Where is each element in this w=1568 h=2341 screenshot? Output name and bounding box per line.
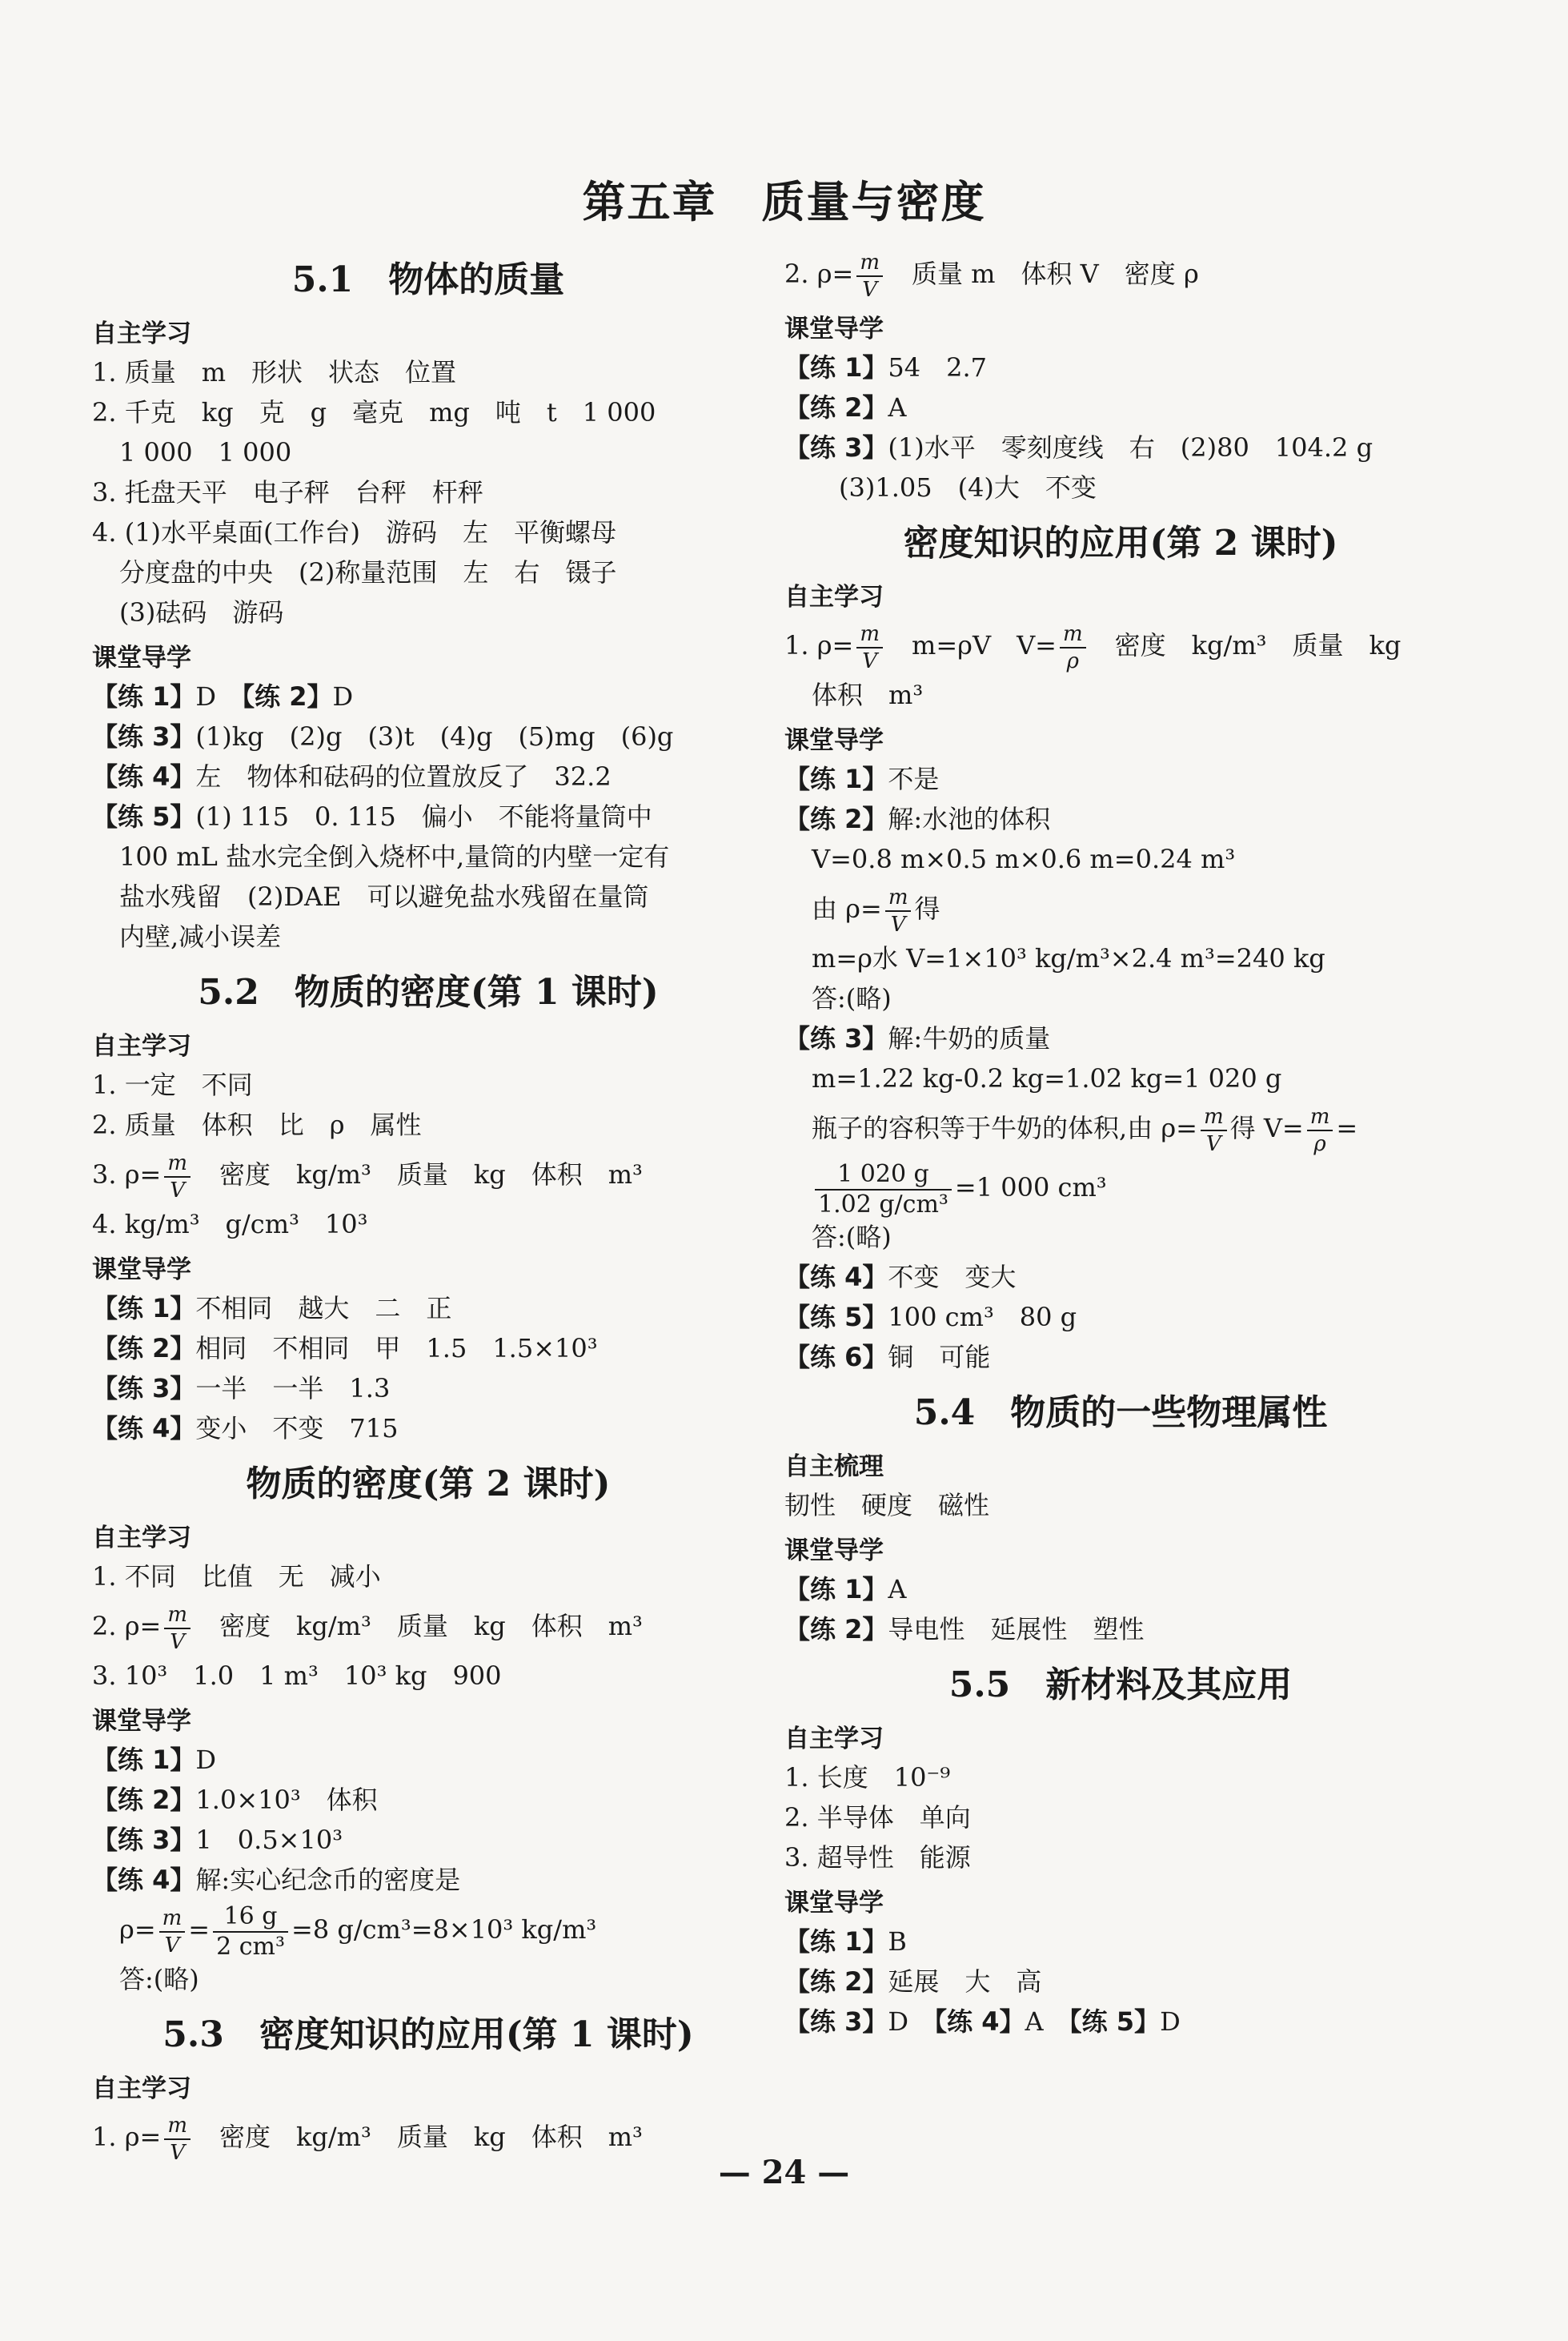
formula-suffix: =1 000 cm³ [954, 1172, 1107, 1203]
formula-prefix: 2. ρ= [784, 259, 854, 289]
denominator: V [862, 648, 878, 673]
practice-line [784, 1962, 1457, 2002]
practice-answer: 不变 变大 [888, 1262, 1017, 1292]
fraction [885, 887, 912, 935]
subheading: 自主学习 [92, 1032, 191, 1061]
practice-answer: 铜 可能 [888, 1342, 991, 1372]
answer-line: 1. 质量 m 形状 状态 位置 [92, 357, 457, 387]
practice-line [92, 677, 764, 717]
answer-line: 3. 10³ 1.0 1 m³ 10³ kg 900 [92, 1660, 502, 1691]
practice-line [784, 1257, 1457, 1297]
solution-line: m=ρ水 V=1×10³ kg/m³×2.4 m³=240 kg [812, 943, 1325, 974]
practice-label: 【练 1】 [92, 1293, 196, 1323]
practice-answer: A [888, 1574, 907, 1604]
denominator: 2 cm³ [216, 1932, 285, 1961]
numerator: m [1060, 624, 1086, 648]
practice-line [92, 797, 764, 837]
subheading: 自主学习 [92, 1524, 191, 1552]
subheading: 课堂导学 [784, 315, 884, 343]
practice-label: 【练 3】 [92, 721, 196, 752]
section-title-5-5: 5.5 新材料及其应用 [948, 1664, 1293, 1705]
practice-label: 【练 1】 [784, 352, 888, 383]
formula-prefix: ρ= [119, 1914, 156, 1945]
denominator: V [890, 912, 906, 937]
practice-line [92, 1368, 764, 1408]
answer-line: (3)1.05 (4)大 不变 [839, 472, 1097, 503]
answer-note: 答:(略) [812, 1222, 892, 1252]
fraction [856, 621, 883, 673]
practice-label: 【练 5】 [92, 801, 196, 832]
practice-label: 【练 5】 [784, 1302, 888, 1332]
formula-prefix: 3. ρ= [92, 1159, 162, 1190]
formula-prefix: 2. ρ= [92, 1611, 162, 1641]
practice-line [92, 1408, 764, 1448]
practice-answer: B [888, 1926, 907, 1957]
section-title-5-2-lesson-2: 物质的密度(第 2 课时) [246, 1464, 611, 1504]
answer-line: (3)砝码 游码 [119, 597, 284, 628]
practice-line [92, 1740, 764, 1780]
subheading: 自主梳理 [784, 1452, 884, 1481]
practice-answer: A [1025, 2006, 1069, 2037]
denominator: V [170, 2140, 186, 2165]
answer-line: 3. 托盘天平 电子秤 台秤 杆秤 [92, 477, 483, 508]
practice-line [92, 1780, 764, 1820]
practice-line [92, 1820, 764, 1860]
subheading: 自主学习 [92, 319, 191, 348]
section-title-5-2: 5.2 物质的密度(第 1 课时) [198, 972, 659, 1013]
answer-line: 2. 半导体 单向 [784, 1802, 971, 1833]
fraction [815, 1159, 952, 1219]
formula-suffix: 密度 kg/m³ 质量 kg 体积 m³ [193, 1611, 643, 1641]
subheading: 课堂导学 [784, 726, 884, 755]
subheading: 课堂导学 [92, 1707, 191, 1736]
answer-line: 1. 一定 不同 [92, 1070, 253, 1100]
formula-suffix: 密度 kg/m³ 质量 kg 体积 m³ [193, 2122, 643, 2152]
numerator: 1 020 g [815, 1162, 952, 1191]
numerator: 16 g [213, 1905, 288, 1933]
formula-prefix: 瓶子的容积等于牛奶的体积,由 ρ= [812, 1113, 1197, 1143]
practice-answer: 延展 大 高 [888, 1966, 1042, 1997]
practice-line [92, 1328, 764, 1368]
practice-answer: (1)kg (2)g (3)t (4)g (5)mg (6)g [195, 721, 674, 752]
practice-answer: D [1160, 2006, 1181, 2037]
practice-answer: 不是 [888, 764, 940, 794]
formula-suffix: 得 [914, 893, 940, 924]
practice-label: 【练 2】 [784, 804, 888, 834]
practice-label: 【练 3】 [784, 432, 888, 463]
practice-answer: D [195, 681, 243, 712]
solution-line: m=1.22 kg-0.2 kg=1.02 kg=1 020 g [812, 1063, 1282, 1094]
practice-answer: D [888, 2006, 935, 2037]
practice-line [784, 387, 1457, 428]
practice-line [784, 428, 1457, 468]
practice-answer: 1.0×10³ 体积 [195, 1785, 378, 1815]
left-column [92, 244, 764, 2166]
solution-line [784, 1158, 1457, 1217]
subheading: 课堂导学 [92, 1255, 191, 1284]
section-title-5-4: 5.4 物质的一些物理属性 [913, 1392, 1328, 1433]
practice-answer: 解:水池的体积 [888, 804, 1051, 834]
fraction [213, 1901, 288, 1961]
equals-sign: = [188, 1914, 211, 1945]
practice-label: 【练 4】 [934, 2006, 1025, 2037]
numerator: m [856, 624, 883, 648]
practice-label: 【练 5】 [1069, 2006, 1161, 2037]
answer-line: 内壁,减小误差 [119, 922, 282, 952]
practice-answer: 左 物体和砝码的位置放反了 32.2 [195, 761, 612, 792]
section-title-5-3: 5.3 密度知识的应用(第 1 课时) [162, 2014, 694, 2055]
formula-prefix: 由 ρ= [812, 893, 882, 924]
practice-label: 【练 3】 [784, 1023, 888, 1054]
practice-line [784, 1921, 1457, 1962]
numerator: m [164, 1604, 190, 1629]
section-title-5-3-lesson-2: 密度知识的应用(第 2 课时) [903, 523, 1338, 564]
practice-answer: 不相同 越大 二 正 [195, 1293, 452, 1323]
answer-line: 4. (1)水平桌面(工作台) 游码 左 平衡螺母 [92, 517, 617, 548]
formula-suffix: = [1336, 1113, 1358, 1143]
denominator: V [170, 1629, 186, 1654]
practice-answer: D [332, 681, 354, 712]
subheading: 自主学习 [784, 1725, 884, 1753]
solution-line: V=0.8 m×0.5 m×0.6 m=0.24 m³ [812, 844, 1236, 874]
chapter-title: 第五章 质量与密度 [582, 176, 986, 227]
practice-label: 【练 1】 [92, 1745, 196, 1775]
practice-label: 【练 6】 [784, 1342, 888, 1372]
practice-answer: 相同 不相同 甲 1.5 1.5×10³ [195, 1333, 598, 1363]
answer-line: 体积 m³ [812, 680, 924, 710]
practice-label: 【练 1】 [92, 681, 196, 712]
practice-label: 【练 3】 [92, 1825, 196, 1855]
practice-line [784, 2002, 1457, 2042]
denominator: ρ [1313, 1131, 1326, 1156]
answer-line [784, 244, 1457, 303]
fraction [1307, 1106, 1333, 1154]
answer-line [92, 1145, 764, 1204]
practice-line [92, 1860, 764, 1900]
practice-line [784, 759, 1457, 799]
formula-line [92, 1900, 764, 1959]
answer-line: 100 mL 盐水完全倒入烧杯中,量筒的内壁一定有 [119, 841, 670, 872]
answer-note: 答:(略) [812, 983, 892, 1014]
practice-answer: 1 0.5×10³ [195, 1825, 343, 1855]
practice-line [784, 799, 1457, 839]
denominator: V [862, 277, 878, 302]
denominator: 1.02 g/cm³ [818, 1190, 948, 1219]
practice-label: 【练 3】 [92, 1373, 196, 1403]
subheading: 课堂导学 [92, 644, 191, 673]
answer-line: 1 000 1 000 [119, 437, 292, 468]
practice-line [92, 717, 764, 757]
formula-suffix: 密度 kg/m³ 质量 kg [1089, 630, 1402, 661]
practice-answer: A [888, 392, 907, 423]
practice-label: 【练 2】 [784, 1614, 888, 1644]
practice-line [784, 1609, 1457, 1649]
answer-line: 分度盘的中央 (2)称量范围 左 右 镊子 [119, 557, 617, 588]
practice-answer: 导电性 延展性 塑性 [888, 1614, 1145, 1644]
practice-answer: 一半 一半 1.3 [195, 1373, 391, 1403]
page-number: — 24 — [718, 2154, 850, 2191]
numerator: m [1201, 1106, 1227, 1131]
practice-answer: 变小 不变 715 [195, 1413, 399, 1444]
answer-line: 盐水残留 (2)DAE 可以避免盐水残留在量筒 [119, 881, 649, 912]
denominator: V [1205, 1131, 1221, 1156]
fraction [159, 1905, 186, 1958]
numerator: m [164, 1153, 190, 1178]
practice-label: 【练 2】 [92, 1785, 196, 1815]
practice-label: 【练 4】 [92, 1413, 196, 1444]
answer-line: 4. kg/m³ g/cm³ 10³ [92, 1209, 368, 1239]
practice-label: 【练 4】 [92, 1865, 196, 1895]
answer-line: 韧性 硬度 磁性 [784, 1490, 990, 1520]
practice-line [784, 1337, 1457, 1377]
formula-prefix: 1. ρ= [784, 630, 854, 661]
formula-middle: 得 V= [1229, 1113, 1304, 1143]
answer-line: 1. 长度 10⁻⁹ [784, 1762, 951, 1793]
fraction [164, 1150, 190, 1203]
practice-label: 【练 3】 [784, 2006, 888, 2037]
fraction [1060, 621, 1086, 673]
fraction [164, 1604, 190, 1652]
practice-line [784, 1018, 1457, 1058]
denominator: V [164, 1933, 180, 1958]
answer-line [92, 1596, 764, 1656]
subheading: 课堂导学 [784, 1889, 884, 1917]
practice-label: 【练 2】 [784, 1966, 888, 1997]
practice-answer: (1) 115 0. 115 偏小 不能将量筒中 [195, 801, 652, 832]
solution-line [784, 879, 1457, 938]
answer-line: 3. 超导性 能源 [784, 1842, 971, 1873]
practice-line [784, 1569, 1457, 1609]
answer-line: 1. 不同 比值 无 减小 [92, 1561, 381, 1592]
fraction [856, 252, 883, 300]
answer-line: 2. 质量 体积 比 ρ 属性 [92, 1110, 422, 1140]
practice-label: 【练 2】 [242, 681, 333, 712]
fraction [1201, 1106, 1227, 1154]
subheading: 自主学习 [784, 583, 884, 612]
numerator: m [856, 252, 883, 277]
subheading: 课堂导学 [784, 1536, 884, 1565]
practice-answer: 解:牛奶的质量 [888, 1023, 1051, 1054]
practice-line [92, 757, 764, 797]
numerator: m [1307, 1106, 1333, 1131]
formula-suffix: =8 g/cm³=8×10³ kg/m³ [291, 1914, 597, 1945]
section-title-5-1: 5.1 物体的质量 [291, 259, 565, 300]
practice-label: 【练 2】 [784, 392, 888, 423]
practice-label: 【练 1】 [784, 1926, 888, 1957]
practice-answer: D [195, 1745, 217, 1775]
answer-line [784, 616, 1457, 675]
practice-answer: 100 cm³ 80 g [888, 1302, 1077, 1332]
numerator: m [159, 1908, 186, 1933]
solution-line [784, 1098, 1457, 1158]
practice-answer: 解:实心纪念币的密度是 [195, 1865, 461, 1895]
denominator: V [170, 1178, 186, 1203]
formula-suffix: 密度 kg/m³ 质量 kg 体积 m³ [193, 1159, 643, 1190]
denominator: ρ [1066, 648, 1079, 673]
formula-suffix: 质量 m 体积 V 密度 ρ [885, 259, 1199, 289]
practice-answer: (1)水平 零刻度线 右 (2)80 104.2 g [888, 432, 1374, 463]
practice-answer: 54 2.7 [888, 352, 988, 383]
practice-label: 【练 4】 [92, 761, 196, 792]
practice-label: 【练 2】 [92, 1333, 196, 1363]
practice-label: 【练 4】 [784, 1262, 888, 1292]
subheading: 自主学习 [92, 2074, 191, 2103]
right-column [784, 244, 1457, 2042]
practice-label: 【练 1】 [784, 764, 888, 794]
formula-middle: m=ρV V= [885, 630, 1057, 661]
answer-note: 答:(略) [119, 1964, 199, 1994]
practice-label: 【练 1】 [784, 1574, 888, 1604]
practice-line [784, 1297, 1457, 1337]
practice-line [92, 1288, 764, 1328]
numerator: m [885, 887, 912, 912]
answer-line: 2. 千克 kg 克 g 毫克 mg 吨 t 1 000 [92, 397, 656, 428]
formula-prefix: 1. ρ= [92, 2122, 162, 2152]
practice-line [784, 347, 1457, 387]
numerator: m [164, 2115, 190, 2140]
